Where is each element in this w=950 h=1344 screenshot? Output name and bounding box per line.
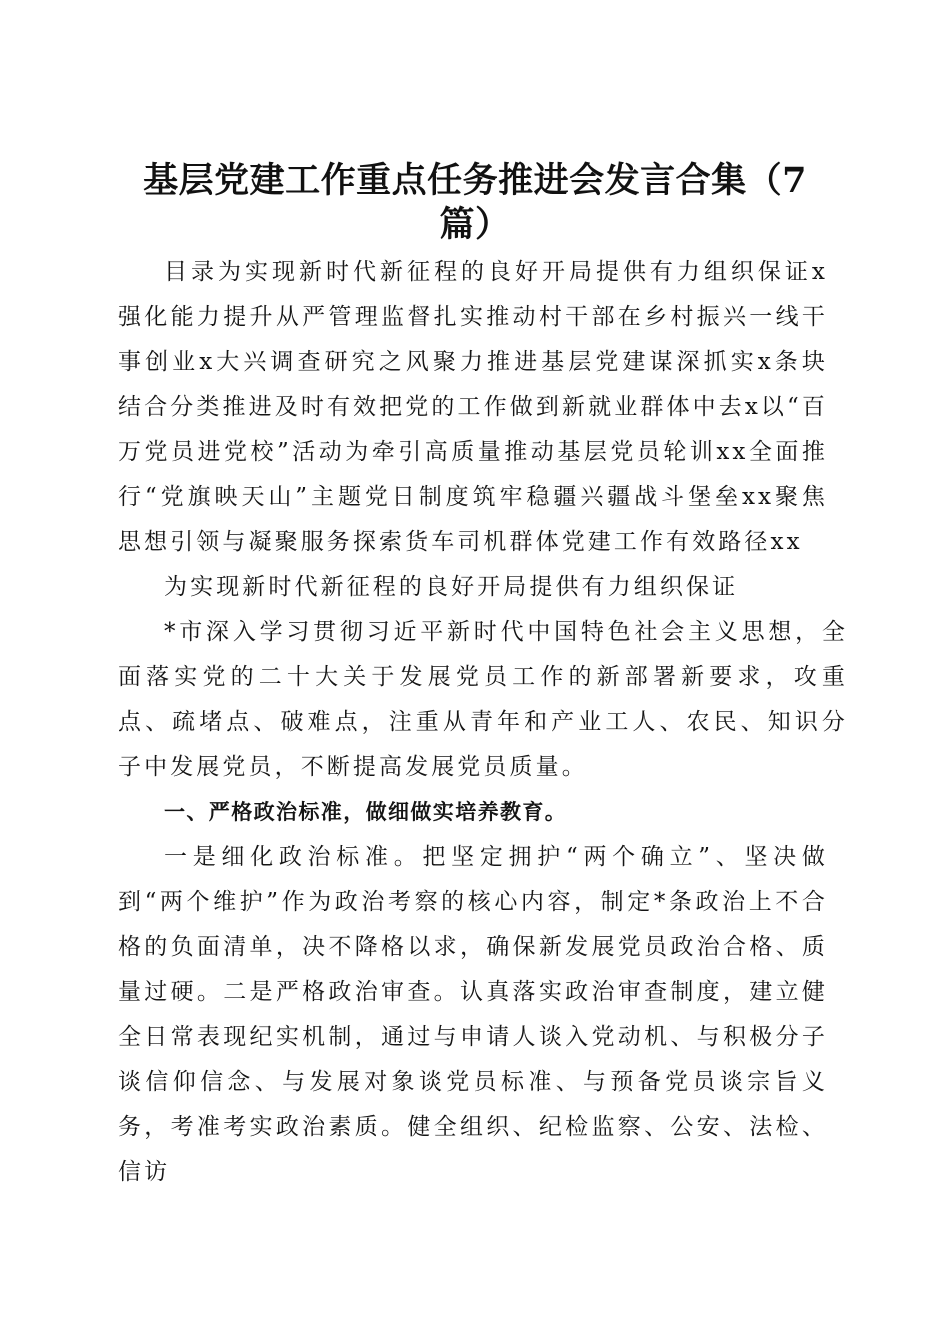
document-title — [130, 159, 820, 247]
intro-paragraph: *市深入学习贯彻习近平新时代中国特色社会主义思想，全面落实党的二十大关于发展党员工作的新部署新要求，攻重点、疏堵点、破难点，注重从青年和产业工人、农民、知识分子中发展党员，不断提高发展党员质量。 — [118, 619, 848, 780]
section-heading-1: 一、严格政治标准，做细做实培养教育。 — [164, 800, 568, 824]
document-body — [118, 250, 848, 1195]
title-line-1: 基层党建工作重点任务推进会发言合集（7 — [143, 160, 807, 202]
section-title-paragraph: 为实现新时代新征程的良好开局提供有力组织保证 — [164, 574, 739, 600]
table-of-contents-paragraph: 目录为实现新时代新征程的良好开局提供有力组织保证x强化能力提升从严管理监督扎实推动村干部在乡村振兴一线干事创业x大兴调查研究之风聚力推进基层党建谋深抓实x条块结合分类推进及时有效把党的工作做到新就业群体中去x以“百万党员进党校”活动为牵引高质量推动基层党员轮训xx全面推行“党旗映天山”主题党日制度筑牢稳疆兴疆战斗堡垒xx聚焦思想引领与凝聚服务探索货车司机群体党建工作有效路径xx — [118, 259, 828, 555]
body-paragraph-1: 一是细化政治标准。把坚定拥护“两个确立”、坚决做到“两个维护”作为政治考察的核心内容，制定*条政治上不合格的负面清单，决不降格以求，确保新发展党员政治合格、质量过硬。二是严格政治审查。认真落实政治审查制度，建立健全日常表现纪实机制，通过与申请人谈入党动机、与积极分子谈信仰信念、与发展对象谈党员标准、与预备党员谈宗旨义务，考准考实政治素质。健全组织、纪检监察、公安、法检、信访 — [118, 844, 828, 1185]
title-line-2: 篇） — [439, 204, 511, 246]
